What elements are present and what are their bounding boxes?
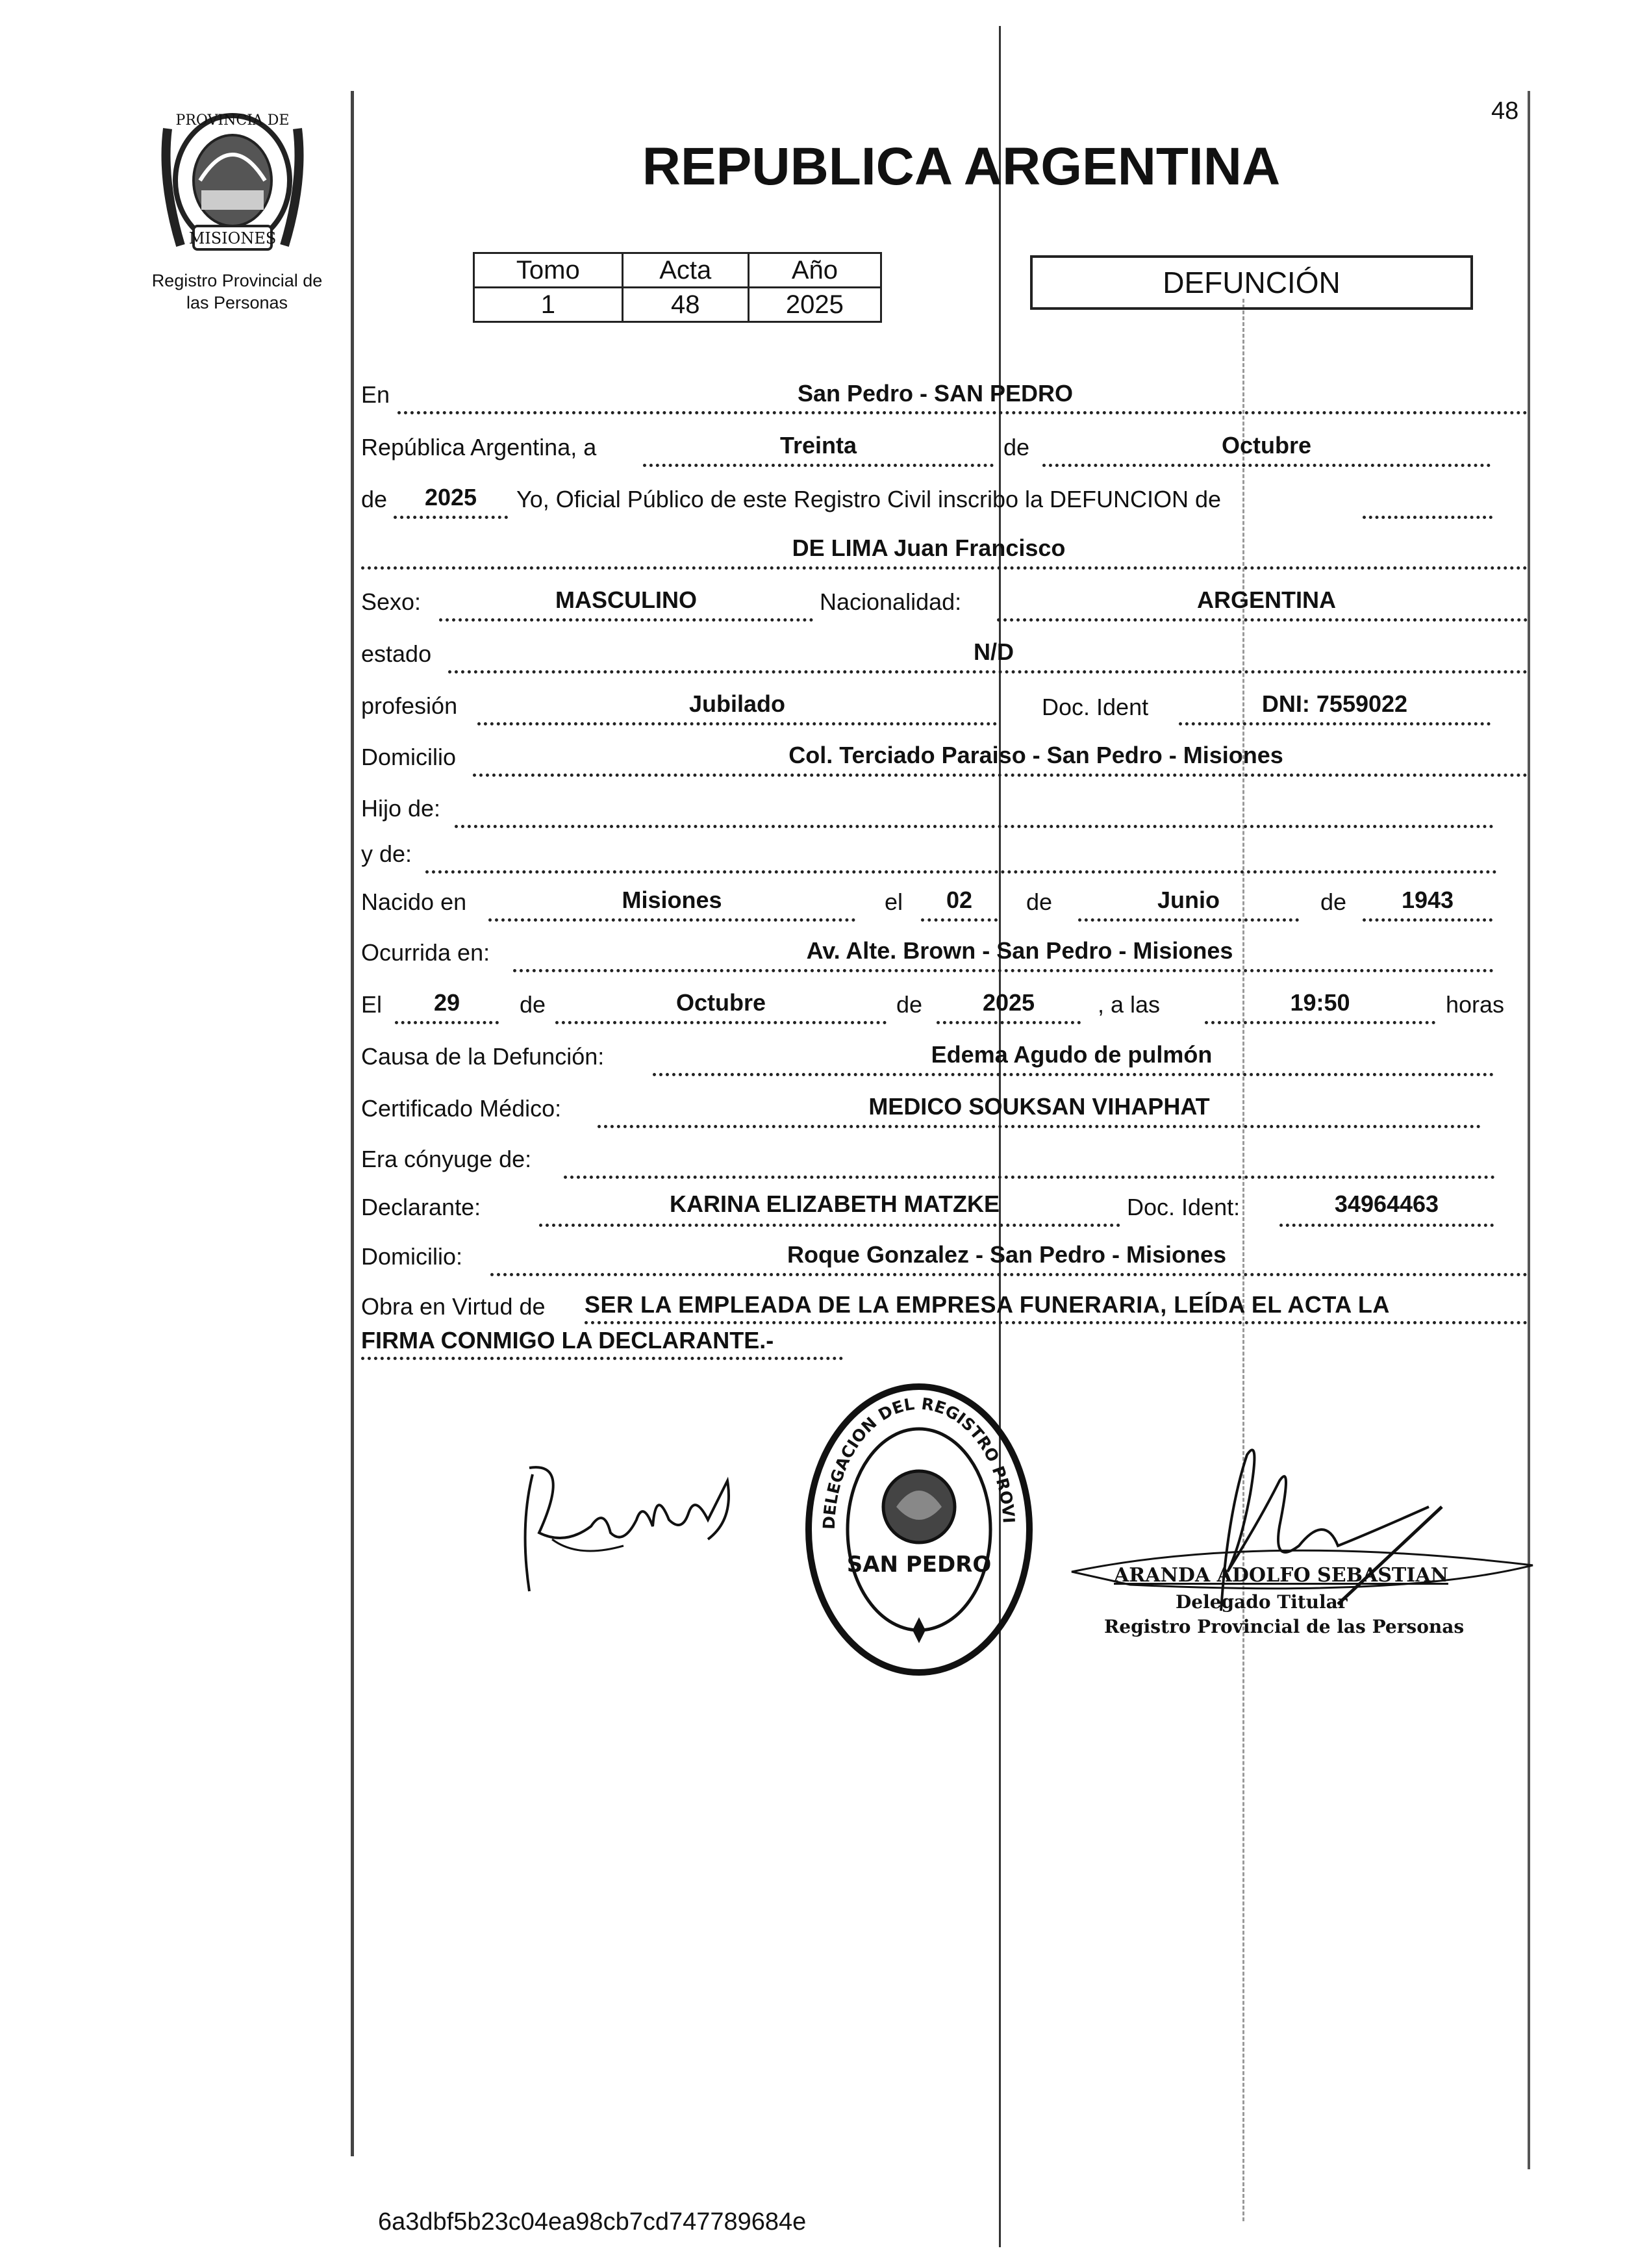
death-day-underline (395, 1021, 499, 1024)
logo-top-text: PROVINCIA DE (175, 112, 290, 129)
acta-header-ano: Año (748, 253, 881, 288)
causa-label: Causa de la Defunción: (361, 1043, 605, 1070)
sexo-label: Sexo: (361, 588, 422, 615)
en-value: San Pedro - SAN PEDRO (797, 380, 1074, 407)
acta-header-acta: Acta (622, 253, 748, 288)
declarante-value: KARINA ELIZABETH MATZKE (670, 1191, 1000, 1217)
death-time-underline (1205, 1021, 1435, 1024)
declarante-label: Declarante: (361, 1194, 481, 1220)
yo-underline (1363, 516, 1493, 519)
de2-label: de (361, 486, 388, 512)
doc2-label: Doc. Ident: (1127, 1194, 1241, 1220)
certificado-underline (598, 1125, 1481, 1128)
hijo-label: Hijo de: (361, 795, 441, 822)
page-number: 48 (1491, 97, 1519, 125)
doc-ident-label: Doc. Ident (1042, 694, 1149, 720)
birth-year-value: 1943 (1401, 887, 1454, 913)
yde-underline (425, 870, 1497, 874)
domicilio-underline (473, 774, 1528, 777)
official-office: Registro Provincial de las Personas (1104, 1616, 1465, 1637)
yde-label: y de: (361, 840, 412, 867)
doc2-value: 34964463 (1334, 1191, 1439, 1217)
birth-el-label: el (885, 888, 903, 915)
hijo-underline (455, 825, 1494, 828)
year-value: 2025 (424, 484, 477, 510)
death-day-value: 29 (433, 989, 460, 1016)
province-logo (155, 103, 310, 265)
month-underline (1042, 464, 1491, 467)
causa-value: Edema Agudo de pulmón (931, 1041, 1213, 1068)
right-margin-line (1528, 91, 1530, 2169)
ocurrida-underline (513, 969, 1494, 972)
death-month-underline (555, 1021, 887, 1024)
birth-year-underline (1363, 918, 1493, 922)
death-time-value: 19:50 (1290, 989, 1350, 1016)
domicilio2-value: Roque Gonzalez - San Pedro - Misiones (787, 1241, 1227, 1268)
page-title: REPUBLICA ARGENTINA (642, 137, 1281, 196)
logo-bottom-text: MISIONES (188, 229, 277, 247)
year-underline (394, 516, 508, 519)
acta-table (473, 252, 882, 323)
sexo-underline (439, 618, 813, 622)
registry-line1: Registro Provincial de (151, 271, 323, 290)
death-el-label: El (361, 991, 383, 1018)
domicilio-value: Col. Terciado Paraiso - San Pedro - Misiones (788, 742, 1283, 768)
acta-header-tomo: Tomo (474, 253, 623, 288)
conyuge-underline (564, 1176, 1495, 1179)
estado-value: N/D (974, 638, 1014, 665)
registry-label (130, 270, 344, 314)
domicilio-label: Domicilio (361, 744, 457, 770)
declarant-signature (494, 1448, 753, 1598)
alas-label: , a las (1098, 991, 1161, 1018)
obra-value-line1: SER LA EMPLEADA DE LA EMPRESA FUNERARIA, LEÍDA EL ACTA LA (585, 1291, 1390, 1318)
seal-outer-text: DELEGACION DEL REGISTRO PROVI (819, 1394, 1018, 1530)
nacionalidad-label: Nacionalidad: (820, 588, 962, 615)
seal-inner-text: SAN PEDRO (846, 1552, 992, 1578)
name-underline (361, 566, 1528, 570)
yo-text: Yo, Oficial Público de este Registro Civil inscribo la DEFUNCION de (516, 486, 1222, 512)
center-fold-line (999, 26, 1001, 2247)
sexo-value: MASCULINO (555, 586, 697, 613)
obra-underline1 (585, 1321, 1528, 1324)
acta-tomo-value: 1 (474, 288, 623, 322)
nacido-label: Nacido en (361, 888, 467, 915)
certificado-label: Certificado Médico: (361, 1095, 562, 1122)
official-name: ARANDA ADOLFO SEBASTIAN (1114, 1564, 1448, 1587)
domicilio2-label: Domicilio: (361, 1243, 463, 1270)
death-year-value: 2025 (982, 989, 1035, 1016)
certificado-value: MEDICO SOUKSAN VIHAPHAT (868, 1093, 1210, 1120)
left-margin-line (351, 91, 354, 2156)
birth-day-value: 02 (946, 887, 973, 913)
domicilio2-underline (490, 1273, 1528, 1276)
birth-de2-label: de (1320, 888, 1347, 915)
declarante-underline (539, 1224, 1120, 1227)
registry-line2: las Personas (186, 293, 288, 312)
document-hash: 6a3dbf5b23c04ea98cb7cd747789684e (378, 2208, 807, 2236)
profesion-value: Jubilado (688, 690, 785, 717)
death-year-underline (937, 1021, 1081, 1024)
profesion-label: profesión (361, 692, 458, 719)
birth-month-underline (1078, 918, 1299, 922)
republica-label: República Argentina, a (361, 434, 597, 460)
doc-ident-underline (1179, 722, 1491, 725)
nacido-underline (488, 918, 855, 922)
profesion-underline (477, 722, 997, 725)
horas-label: horas (1446, 991, 1505, 1018)
nacionalidad-underline (997, 618, 1528, 622)
obra-label: Obra en Virtud de (361, 1293, 546, 1320)
official-seal (799, 1377, 1039, 1682)
doc2-underline (1279, 1224, 1494, 1227)
day-word-value: Treinta (779, 432, 857, 459)
nacionalidad-value: ARGENTINA (1197, 586, 1336, 613)
nacido-value: Misiones (622, 887, 722, 913)
obra-value-line2: FIRMA CONMIGO LA DECLARANTE.- (361, 1327, 774, 1354)
estado-label: estado (361, 640, 432, 667)
death-month-value: Octubre (675, 989, 766, 1016)
en-underline (397, 411, 1528, 414)
obra-underline2 (361, 1357, 843, 1360)
ocurrida-label: Ocurrida en: (361, 939, 490, 966)
de-label: de (1003, 434, 1030, 460)
birth-day-underline (921, 918, 998, 922)
death-de1-label: de (520, 991, 546, 1018)
day-underline (643, 464, 994, 467)
acta-number-value: 48 (622, 288, 748, 322)
month-word-value: Octubre (1221, 432, 1312, 459)
deceased-name-value: DE LIMA Juan Francisco (792, 535, 1066, 561)
en-label: En (361, 381, 390, 408)
conyuge-label: Era cónyuge de: (361, 1146, 532, 1172)
birth-de1-label: de (1026, 888, 1053, 915)
birth-month-value: Junio (1157, 887, 1220, 913)
doc-ident-value: DNI: 7559022 (1261, 690, 1408, 717)
death-de2-label: de (896, 991, 923, 1018)
estado-underline (448, 670, 1528, 674)
official-title: Delegado Titular (1176, 1591, 1348, 1613)
acta-year-value: 2025 (748, 288, 881, 322)
causa-underline (653, 1073, 1494, 1076)
record-type-box: DEFUNCIÓN (1030, 255, 1473, 310)
ocurrida-value: Av. Alte. Brown - San Pedro - Misiones (806, 937, 1233, 964)
